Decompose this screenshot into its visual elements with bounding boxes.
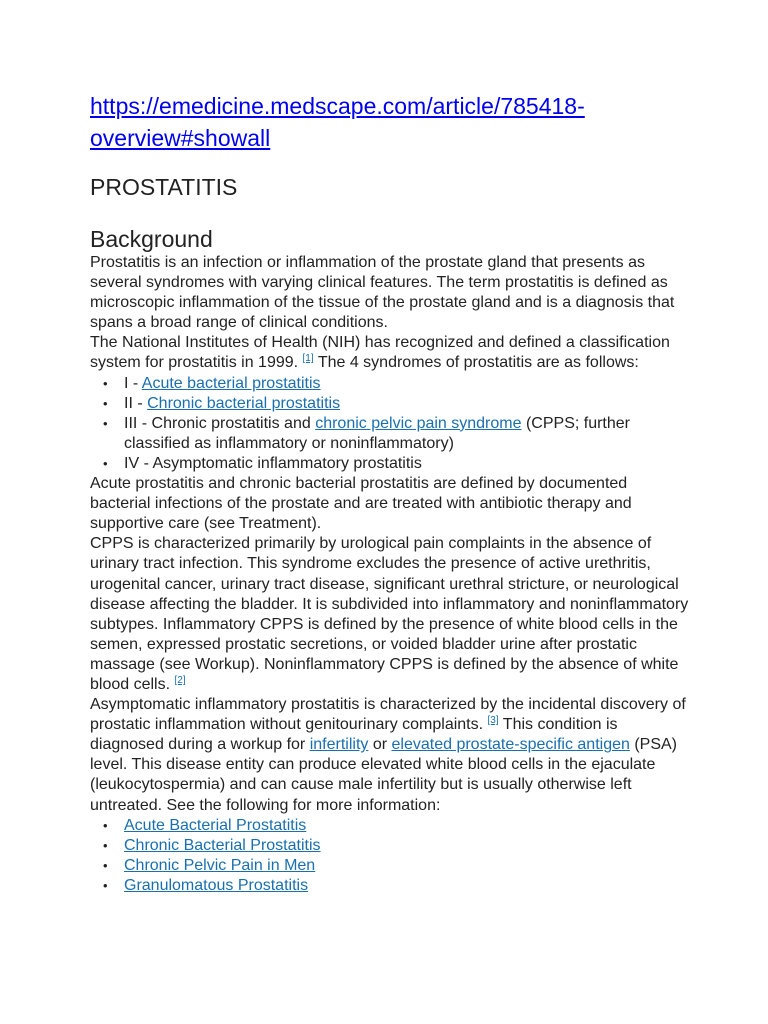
reference-2[interactable] [175,675,186,686]
article-body [90,253,690,896]
classification-text: The National Institutes of Health (NIH) has recognized and defined a classification system for prostatitis in 1999. [90,334,670,372]
reference-1-link[interactable]: [1] [302,353,314,365]
cpps-text: CPPS is characterized primarily by urological pain complaints in the absence of urinary tract infection. This syndrome excludes the presence of active urethritis, urogenital cancer, urinary tract disease, significant urethral stricture, or neurological disease affecting the bladder. It is subdivided into inflammatory and noninflammatory subtypes. Inflammatory CPPS is defined by the presence of white blood cells in the semen, expressed prostatic secretions, or voided bladder urine after prostatic massage (see Workup). Noninflammatory CPPS is defined by the absence of white blood cells. [90,535,689,693]
reference-2-link[interactable]: [2] [174,674,186,686]
asymptomatic-text-end: (PSA) level. This disease entity can produce elevated white blood cells in the ejaculate (leukocytospermia) and can cause male infertility but is usually otherwise left untreated. See the following for more information: [90,736,678,814]
more-info-item [124,856,690,876]
syndrome-item [124,374,690,394]
paragraph-classification [90,333,690,373]
syndrome-prefix: I - [124,374,142,392]
more-info-link[interactable]: Acute Bacterial Prostatitis [124,816,307,834]
more-info-item [124,816,690,836]
syndrome-link[interactable]: Chronic bacterial prostatitis [147,394,341,412]
syndrome-suffix: (CPPS; further classified as inflammatory or noninflammatory) [124,414,630,452]
syndrome-item [124,454,690,474]
syndrome-prefix: III - Chronic prostatitis and [124,414,316,432]
source-url-link[interactable]: https://emedicine.medscape.com/article/785418-overview#showall [90,93,585,151]
more-info-list [90,816,690,896]
paragraph-asymptomatic [90,695,690,816]
section-heading-background: Background [90,226,213,252]
reference-3[interactable] [488,715,499,726]
classification-text-cont: The 4 syndromes of prostatitis are as follows: [313,354,639,372]
paragraph-cpps [90,534,690,695]
syndrome-link[interactable]: Acute bacterial prostatitis [141,374,321,392]
paragraph-definition: Prostatitis is an infection or inflammation of the prostate gland that presents as several syndromes with varying clinical features. The term prostatitis is defined as microscopic inflammation of the tissue of the prostate gland and is a diagnosis that spans a broad range of clinical conditions. [90,254,675,332]
elevated-psa-link[interactable]: elevated prostate-specific antigen [391,736,630,754]
syndrome-prefix: IV - Asymptomatic inflammatory prostatitis [124,454,422,472]
reference-1[interactable] [303,353,314,364]
syndrome-link[interactable]: chronic pelvic pain syndrome [315,414,522,432]
syndrome-item [124,414,690,454]
page-title: PROSTATITIS [90,174,238,200]
syndrome-prefix: II - [124,394,148,412]
syndrome-list [90,374,690,474]
asymptomatic-text: Asymptomatic inflammatory prostatitis is characterized by the incidental discovery of prostatic inflammation without genitourinary complaints. [90,696,686,734]
asymptomatic-text-or: or [368,736,392,754]
more-info-link[interactable]: Chronic Bacterial Prostatitis [124,836,321,854]
more-info-link[interactable]: Chronic Pelvic Pain in Men [124,856,316,874]
more-info-link[interactable]: Granulomatous Prostatitis [124,876,309,894]
asymptomatic-text-cont: This condition is diagnosed during a workup for [90,716,618,754]
more-info-item [124,836,690,856]
reference-3-link[interactable]: [3] [487,715,499,727]
syndrome-item [124,394,690,414]
paragraph-acute-chronic: Acute prostatitis and chronic bacterial prostatitis are defined by documented bacterial infections of the prostate and are treated with antibiotic therapy and supportive care (see Treatment). [90,475,632,533]
infertility-link[interactable]: infertility [309,736,369,754]
more-info-item [124,876,690,896]
